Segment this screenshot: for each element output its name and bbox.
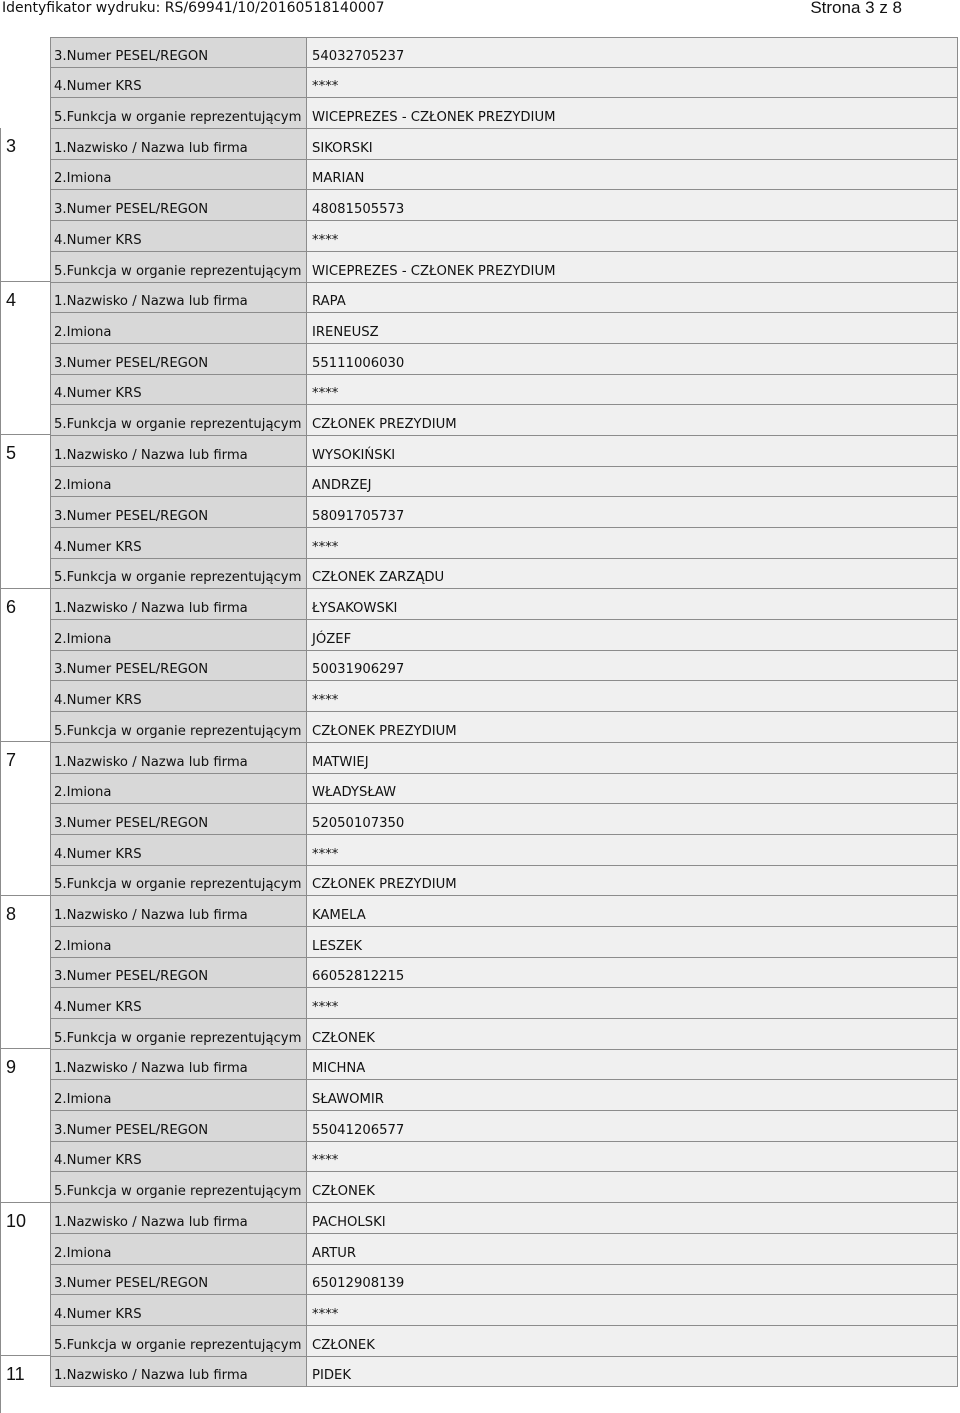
entry-number: 10 bbox=[6, 1210, 27, 1231]
continued-row-value: **** bbox=[307, 68, 957, 98]
entry-number-cell bbox=[0, 742, 50, 896]
function-row-value: WICEPREZES - CZŁONEK PREZYDIUM bbox=[307, 252, 957, 282]
name-row-label: 1.Nazwisko / Nazwa lub firma bbox=[51, 436, 307, 466]
krs-row-label: 4.Numer KRS bbox=[51, 835, 307, 865]
pesel-row-value: 48081505573 bbox=[307, 190, 957, 220]
function-row-label: 5.Funkcja w organie reprezentującym bbox=[51, 405, 307, 435]
pesel-row bbox=[50, 1265, 958, 1296]
name-row bbox=[50, 129, 958, 160]
entry-number-cell bbox=[0, 1203, 50, 1357]
krs-row bbox=[50, 375, 958, 406]
name-row-label: 1.Nazwisko / Nazwa lub firma bbox=[51, 589, 307, 619]
name-row-label: 1.Nazwisko / Nazwa lub firma bbox=[51, 283, 307, 313]
entry-number-cell bbox=[0, 896, 50, 1050]
function-row-value: CZŁONEK bbox=[307, 1172, 957, 1202]
pesel-row-label: 3.Numer PESEL/REGON bbox=[51, 651, 307, 681]
entry-number-cell bbox=[0, 435, 50, 589]
krs-row-label: 4.Numer KRS bbox=[51, 988, 307, 1018]
function-row bbox=[50, 866, 958, 897]
entry-number-cell bbox=[0, 282, 50, 436]
krs-row-value: **** bbox=[307, 988, 957, 1018]
pesel-row-label: 3.Numer PESEL/REGON bbox=[51, 958, 307, 988]
continued-row bbox=[50, 98, 958, 129]
function-row-value: CZŁONEK ZARZĄDU bbox=[307, 559, 957, 589]
name-row-value: MICHNA bbox=[307, 1050, 957, 1080]
pesel-row-label: 3.Numer PESEL/REGON bbox=[51, 1111, 307, 1141]
pesel-row-label: 3.Numer PESEL/REGON bbox=[51, 344, 307, 374]
krs-row bbox=[50, 528, 958, 559]
given-names-row-value: JÓZEF bbox=[307, 620, 957, 650]
function-row-label: 5.Funkcja w organie reprezentującym bbox=[51, 559, 307, 589]
given-names-row bbox=[50, 1234, 958, 1265]
pesel-row bbox=[50, 497, 958, 528]
continued-row-label: 3.Numer PESEL/REGON bbox=[51, 38, 307, 67]
krs-row bbox=[50, 835, 958, 866]
name-row bbox=[50, 436, 958, 467]
given-names-row-label: 2.Imiona bbox=[51, 620, 307, 650]
given-names-row-label: 2.Imiona bbox=[51, 467, 307, 497]
pesel-row bbox=[50, 1111, 958, 1142]
krs-row-label: 4.Numer KRS bbox=[51, 1295, 307, 1325]
name-row-label: 1.Nazwisko / Nazwa lub firma bbox=[51, 743, 307, 773]
krs-row-label: 4.Numer KRS bbox=[51, 221, 307, 251]
pesel-row-value: 55041206577 bbox=[307, 1111, 957, 1141]
krs-row bbox=[50, 221, 958, 252]
name-row-value: WYSOKIŃSKI bbox=[307, 436, 957, 466]
pesel-row-label: 3.Numer PESEL/REGON bbox=[51, 804, 307, 834]
entry-number: 7 bbox=[6, 750, 17, 770]
pesel-row-value: 65012908139 bbox=[307, 1265, 957, 1295]
given-names-row-label: 2.Imiona bbox=[51, 1080, 307, 1110]
given-names-row-value: MARIAN bbox=[307, 160, 957, 190]
function-row-label: 5.Funkcja w organie reprezentującym bbox=[51, 252, 307, 282]
entry-number: 8 bbox=[6, 903, 17, 924]
given-names-row-value: SŁAWOMIR bbox=[307, 1080, 957, 1110]
name-row bbox=[50, 896, 958, 927]
entry-number: 4 bbox=[6, 289, 17, 310]
name-row-value: KAMELA bbox=[307, 896, 957, 926]
name-row bbox=[50, 743, 958, 774]
krs-row-value: **** bbox=[307, 528, 957, 558]
name-row bbox=[50, 589, 958, 620]
entry-number: 6 bbox=[6, 596, 17, 617]
name-row-value: RAPA bbox=[307, 283, 957, 313]
function-row bbox=[50, 405, 958, 436]
given-names-row bbox=[50, 467, 958, 498]
name-row-label: 1.Nazwisko / Nazwa lub firma bbox=[51, 1357, 307, 1387]
name-row-label: 1.Nazwisko / Nazwa lub firma bbox=[51, 1050, 307, 1080]
function-row-label: 5.Funkcja w organie reprezentującym bbox=[51, 866, 307, 896]
given-names-row bbox=[50, 620, 958, 651]
function-row bbox=[50, 252, 958, 283]
pesel-row-value: 55111006030 bbox=[307, 344, 957, 374]
given-names-row-label: 2.Imiona bbox=[51, 1234, 307, 1264]
given-names-row-label: 2.Imiona bbox=[51, 927, 307, 957]
name-row-label: 1.Nazwisko / Nazwa lub firma bbox=[51, 1203, 307, 1233]
pesel-row-value: 50031906297 bbox=[307, 651, 957, 681]
entry-number-cell bbox=[0, 1356, 50, 1413]
krs-row-value: **** bbox=[307, 375, 957, 405]
print-identifier: Identyfikator wydruku: RS/69941/10/20160518140007 bbox=[2, 0, 385, 16]
continued-row bbox=[50, 37, 958, 68]
pesel-row bbox=[50, 344, 958, 375]
krs-row-value: **** bbox=[307, 1295, 957, 1325]
continued-row-label: 4.Numer KRS bbox=[51, 68, 307, 98]
pesel-row-value: 52050107350 bbox=[307, 804, 957, 834]
function-row bbox=[50, 712, 958, 743]
name-row bbox=[50, 1357, 958, 1388]
given-names-row-value: LESZEK bbox=[307, 927, 957, 957]
function-row-value: CZŁONEK bbox=[307, 1019, 957, 1049]
pesel-row-label: 3.Numer PESEL/REGON bbox=[51, 1265, 307, 1295]
function-row-label: 5.Funkcja w organie reprezentującym bbox=[51, 1172, 307, 1202]
pesel-row bbox=[50, 958, 958, 989]
given-names-row-value: IRENEUSZ bbox=[307, 313, 957, 343]
continued-row-label: 5.Funkcja w organie reprezentującym bbox=[51, 98, 307, 128]
function-row-label: 5.Funkcja w organie reprezentującym bbox=[51, 1019, 307, 1049]
entry-number: 11 bbox=[6, 1364, 25, 1384]
pesel-row-label: 3.Numer PESEL/REGON bbox=[51, 190, 307, 220]
pesel-row bbox=[50, 651, 958, 682]
given-names-row bbox=[50, 927, 958, 958]
page-number: Strona 3 z 8 bbox=[810, 0, 902, 17]
function-row bbox=[50, 1019, 958, 1050]
krs-row-value: **** bbox=[307, 681, 957, 711]
given-names-row-label: 2.Imiona bbox=[51, 313, 307, 343]
pesel-row-value: 58091705737 bbox=[307, 497, 957, 527]
function-row-value: CZŁONEK bbox=[307, 1326, 957, 1356]
krs-row bbox=[50, 1142, 958, 1173]
function-row bbox=[50, 1172, 958, 1203]
krs-row-label: 4.Numer KRS bbox=[51, 375, 307, 405]
name-row-value: PIDEK bbox=[307, 1357, 957, 1387]
given-names-row-value: ANDRZEJ bbox=[307, 467, 957, 497]
given-names-row-label: 2.Imiona bbox=[51, 774, 307, 804]
name-row-value: PACHOLSKI bbox=[307, 1203, 957, 1233]
function-row-value: CZŁONEK PREZYDIUM bbox=[307, 405, 957, 435]
function-row-label: 5.Funkcja w organie reprezentującym bbox=[51, 712, 307, 742]
function-row-label: 5.Funkcja w organie reprezentującym bbox=[51, 1326, 307, 1356]
krs-row-label: 4.Numer KRS bbox=[51, 528, 307, 558]
given-names-row bbox=[50, 160, 958, 191]
entry-number: 3 bbox=[6, 136, 17, 156]
name-row-label: 1.Nazwisko / Nazwa lub firma bbox=[51, 129, 307, 159]
entry-number: 9 bbox=[6, 1057, 17, 1077]
krs-row-value: **** bbox=[307, 1142, 957, 1172]
krs-row-value: **** bbox=[307, 221, 957, 251]
name-row-value: MATWIEJ bbox=[307, 743, 957, 773]
register-table bbox=[50, 37, 958, 1387]
pesel-row-value: 66052812215 bbox=[307, 958, 957, 988]
pesel-row bbox=[50, 190, 958, 221]
given-names-row bbox=[50, 1080, 958, 1111]
entry-number-cell bbox=[0, 1049, 50, 1203]
entry-number-cell bbox=[0, 589, 50, 743]
given-names-row-value: ARTUR bbox=[307, 1234, 957, 1264]
continued-row-value: WICEPREZES - CZŁONEK PREZYDIUM bbox=[307, 98, 957, 128]
entry-number: 5 bbox=[6, 443, 17, 463]
name-row bbox=[50, 283, 958, 314]
function-row bbox=[50, 559, 958, 590]
entry-number-cell bbox=[0, 128, 50, 282]
continued-row-value: 54032705237 bbox=[307, 38, 957, 67]
entry-number-column bbox=[0, 128, 50, 1413]
function-row-value: CZŁONEK PREZYDIUM bbox=[307, 712, 957, 742]
name-row bbox=[50, 1203, 958, 1234]
given-names-row bbox=[50, 313, 958, 344]
name-row-value: SIKORSKI bbox=[307, 129, 957, 159]
continued-row bbox=[50, 68, 958, 99]
pesel-row bbox=[50, 804, 958, 835]
given-names-row-value: WŁADYSŁAW bbox=[307, 774, 957, 804]
function-row bbox=[50, 1326, 958, 1357]
krs-row bbox=[50, 1295, 958, 1326]
pesel-row-label: 3.Numer PESEL/REGON bbox=[51, 497, 307, 527]
krs-row bbox=[50, 988, 958, 1019]
given-names-row bbox=[50, 774, 958, 805]
function-row-value: CZŁONEK PREZYDIUM bbox=[307, 866, 957, 896]
name-row-value: ŁYSAKOWSKI bbox=[307, 589, 957, 619]
given-names-row-label: 2.Imiona bbox=[51, 160, 307, 190]
name-row-label: 1.Nazwisko / Nazwa lub firma bbox=[51, 896, 307, 926]
name-row bbox=[50, 1050, 958, 1081]
krs-row-value: **** bbox=[307, 835, 957, 865]
krs-row-label: 4.Numer KRS bbox=[51, 1142, 307, 1172]
krs-row-label: 4.Numer KRS bbox=[51, 681, 307, 711]
krs-row bbox=[50, 681, 958, 712]
